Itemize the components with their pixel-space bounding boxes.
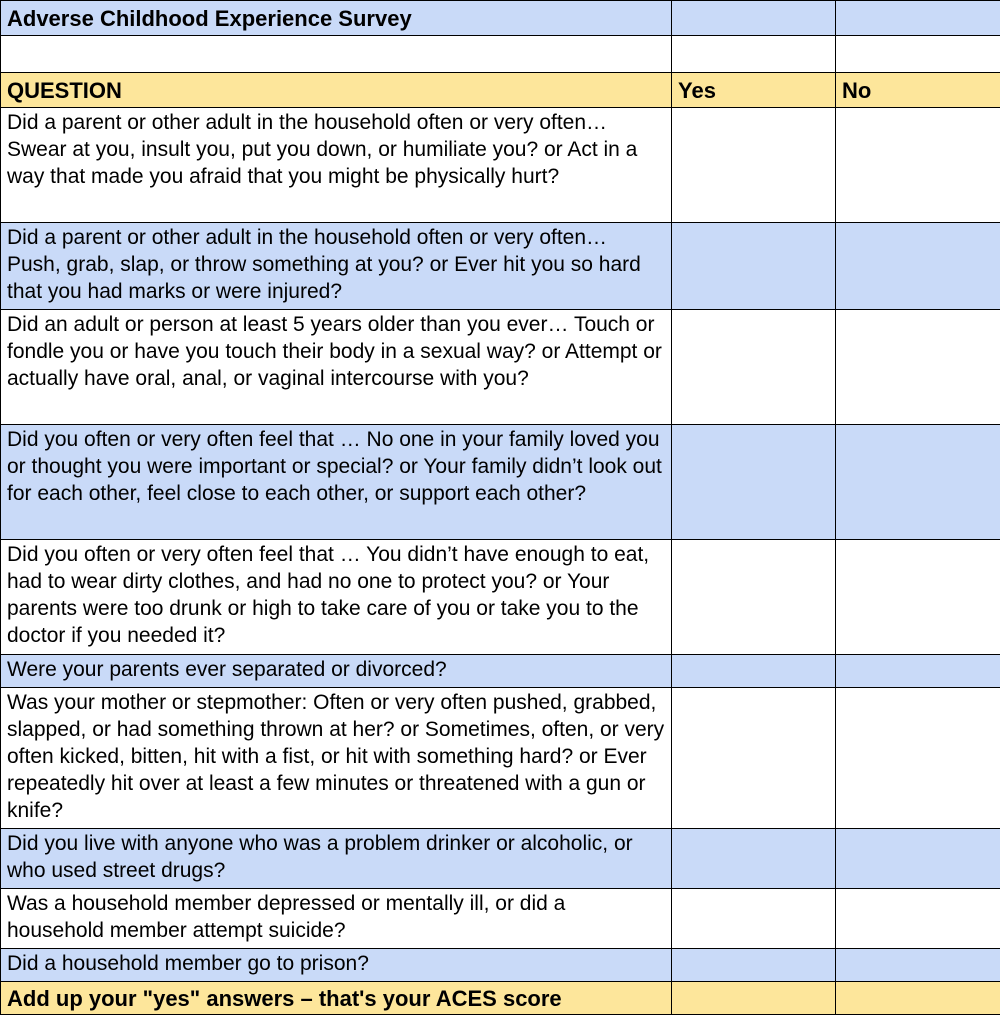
question-row-2 [1, 223, 1000, 310]
question-text: Did you often or very often feel that … You didn’t have enough to eat, had to wear dirty clothes, and had no one to protect you? or Your parents were too drunk or high to take care of you or take you to the doctor if you needed it? [1, 540, 672, 655]
spacer-cell [672, 36, 836, 73]
no-answer-cell[interactable] [836, 310, 1000, 425]
no-column-header: No [836, 73, 1000, 108]
no-answer-cell[interactable] [836, 688, 1000, 829]
survey-title: Adverse Childhood Experience Survey [1, 1, 672, 36]
no-answer-cell[interactable] [836, 949, 1000, 982]
yes-total-cell[interactable] [672, 982, 836, 1015]
yes-column-header: Yes [672, 73, 836, 108]
question-text: Were your parents ever separated or divorced? [1, 655, 672, 688]
title-no-cell [836, 1, 1000, 36]
question-text: Was a household member depressed or mentally ill, or did a household member attempt suicide? [1, 889, 672, 949]
question-row-1 [1, 108, 1000, 223]
spacer-cell [1, 36, 672, 73]
question-row-3 [1, 310, 1000, 425]
question-text: Did you live with anyone who was a problem drinker or alcoholic, or who used street drugs? [1, 829, 672, 889]
yes-answer-cell[interactable] [672, 889, 836, 949]
no-total-cell[interactable] [836, 982, 1000, 1015]
question-text: Did a parent or other adult in the household often or very often… Push, grab, slap, or throw something at you? or Ever hit you so hard that you had marks or were injured? [1, 223, 672, 310]
yes-answer-cell[interactable] [672, 829, 836, 889]
no-answer-cell[interactable] [836, 889, 1000, 949]
question-text: Did a household member go to prison? [1, 949, 672, 982]
yes-answer-cell[interactable] [672, 688, 836, 829]
question-row-9 [1, 889, 1000, 949]
no-answer-cell[interactable] [836, 223, 1000, 310]
question-row-10 [1, 949, 1000, 982]
question-column-header: QUESTION [1, 73, 672, 108]
score-row [1, 982, 1000, 1015]
no-answer-cell[interactable] [836, 655, 1000, 688]
question-row-8 [1, 829, 1000, 889]
yes-answer-cell[interactable] [672, 949, 836, 982]
no-answer-cell[interactable] [836, 425, 1000, 540]
question-row-6 [1, 655, 1000, 688]
question-text: Was your mother or stepmother: Often or very often pushed, grabbed, slapped, or had something thrown at her? or Sometimes, often, or very often kicked, bitten, hit with a fist, or hit with something hard? or Ever repeatedly hit over at least a few minutes or threatened with a gun or knife? [1, 688, 672, 829]
title-yes-cell [672, 1, 836, 36]
score-label: Add up your "yes" answers – that's your ACES score [1, 982, 672, 1015]
yes-answer-cell[interactable] [672, 310, 836, 425]
question-text: Did a parent or other adult in the household often or very often… Swear at you, insult you, put you down, or humiliate you? or Act in a way that made you afraid that you might be physically hurt? [1, 108, 672, 223]
spacer-cell [836, 36, 1000, 73]
no-answer-cell[interactable] [836, 829, 1000, 889]
yes-answer-cell[interactable] [672, 223, 836, 310]
yes-answer-cell[interactable] [672, 540, 836, 655]
question-text: Did an adult or person at least 5 years older than you ever… Touch or fondle you or have you touch their body in a sexual way? or Attempt or actually have oral, anal, or vaginal intercourse with you? [1, 310, 672, 425]
yes-answer-cell[interactable] [672, 108, 836, 223]
no-answer-cell[interactable] [836, 108, 1000, 223]
question-row-7 [1, 688, 1000, 829]
title-row [1, 1, 1000, 36]
spacer-row [1, 36, 1000, 73]
no-answer-cell[interactable] [836, 540, 1000, 655]
question-row-4 [1, 425, 1000, 540]
question-text: Did you often or very often feel that … No one in your family loved you or thought you were important or special? or Your family didn’t look out for each other, feel close to each other, or support each other? [1, 425, 672, 540]
header-row [1, 73, 1000, 108]
yes-answer-cell[interactable] [672, 655, 836, 688]
yes-answer-cell[interactable] [672, 425, 836, 540]
question-row-5 [1, 540, 1000, 655]
